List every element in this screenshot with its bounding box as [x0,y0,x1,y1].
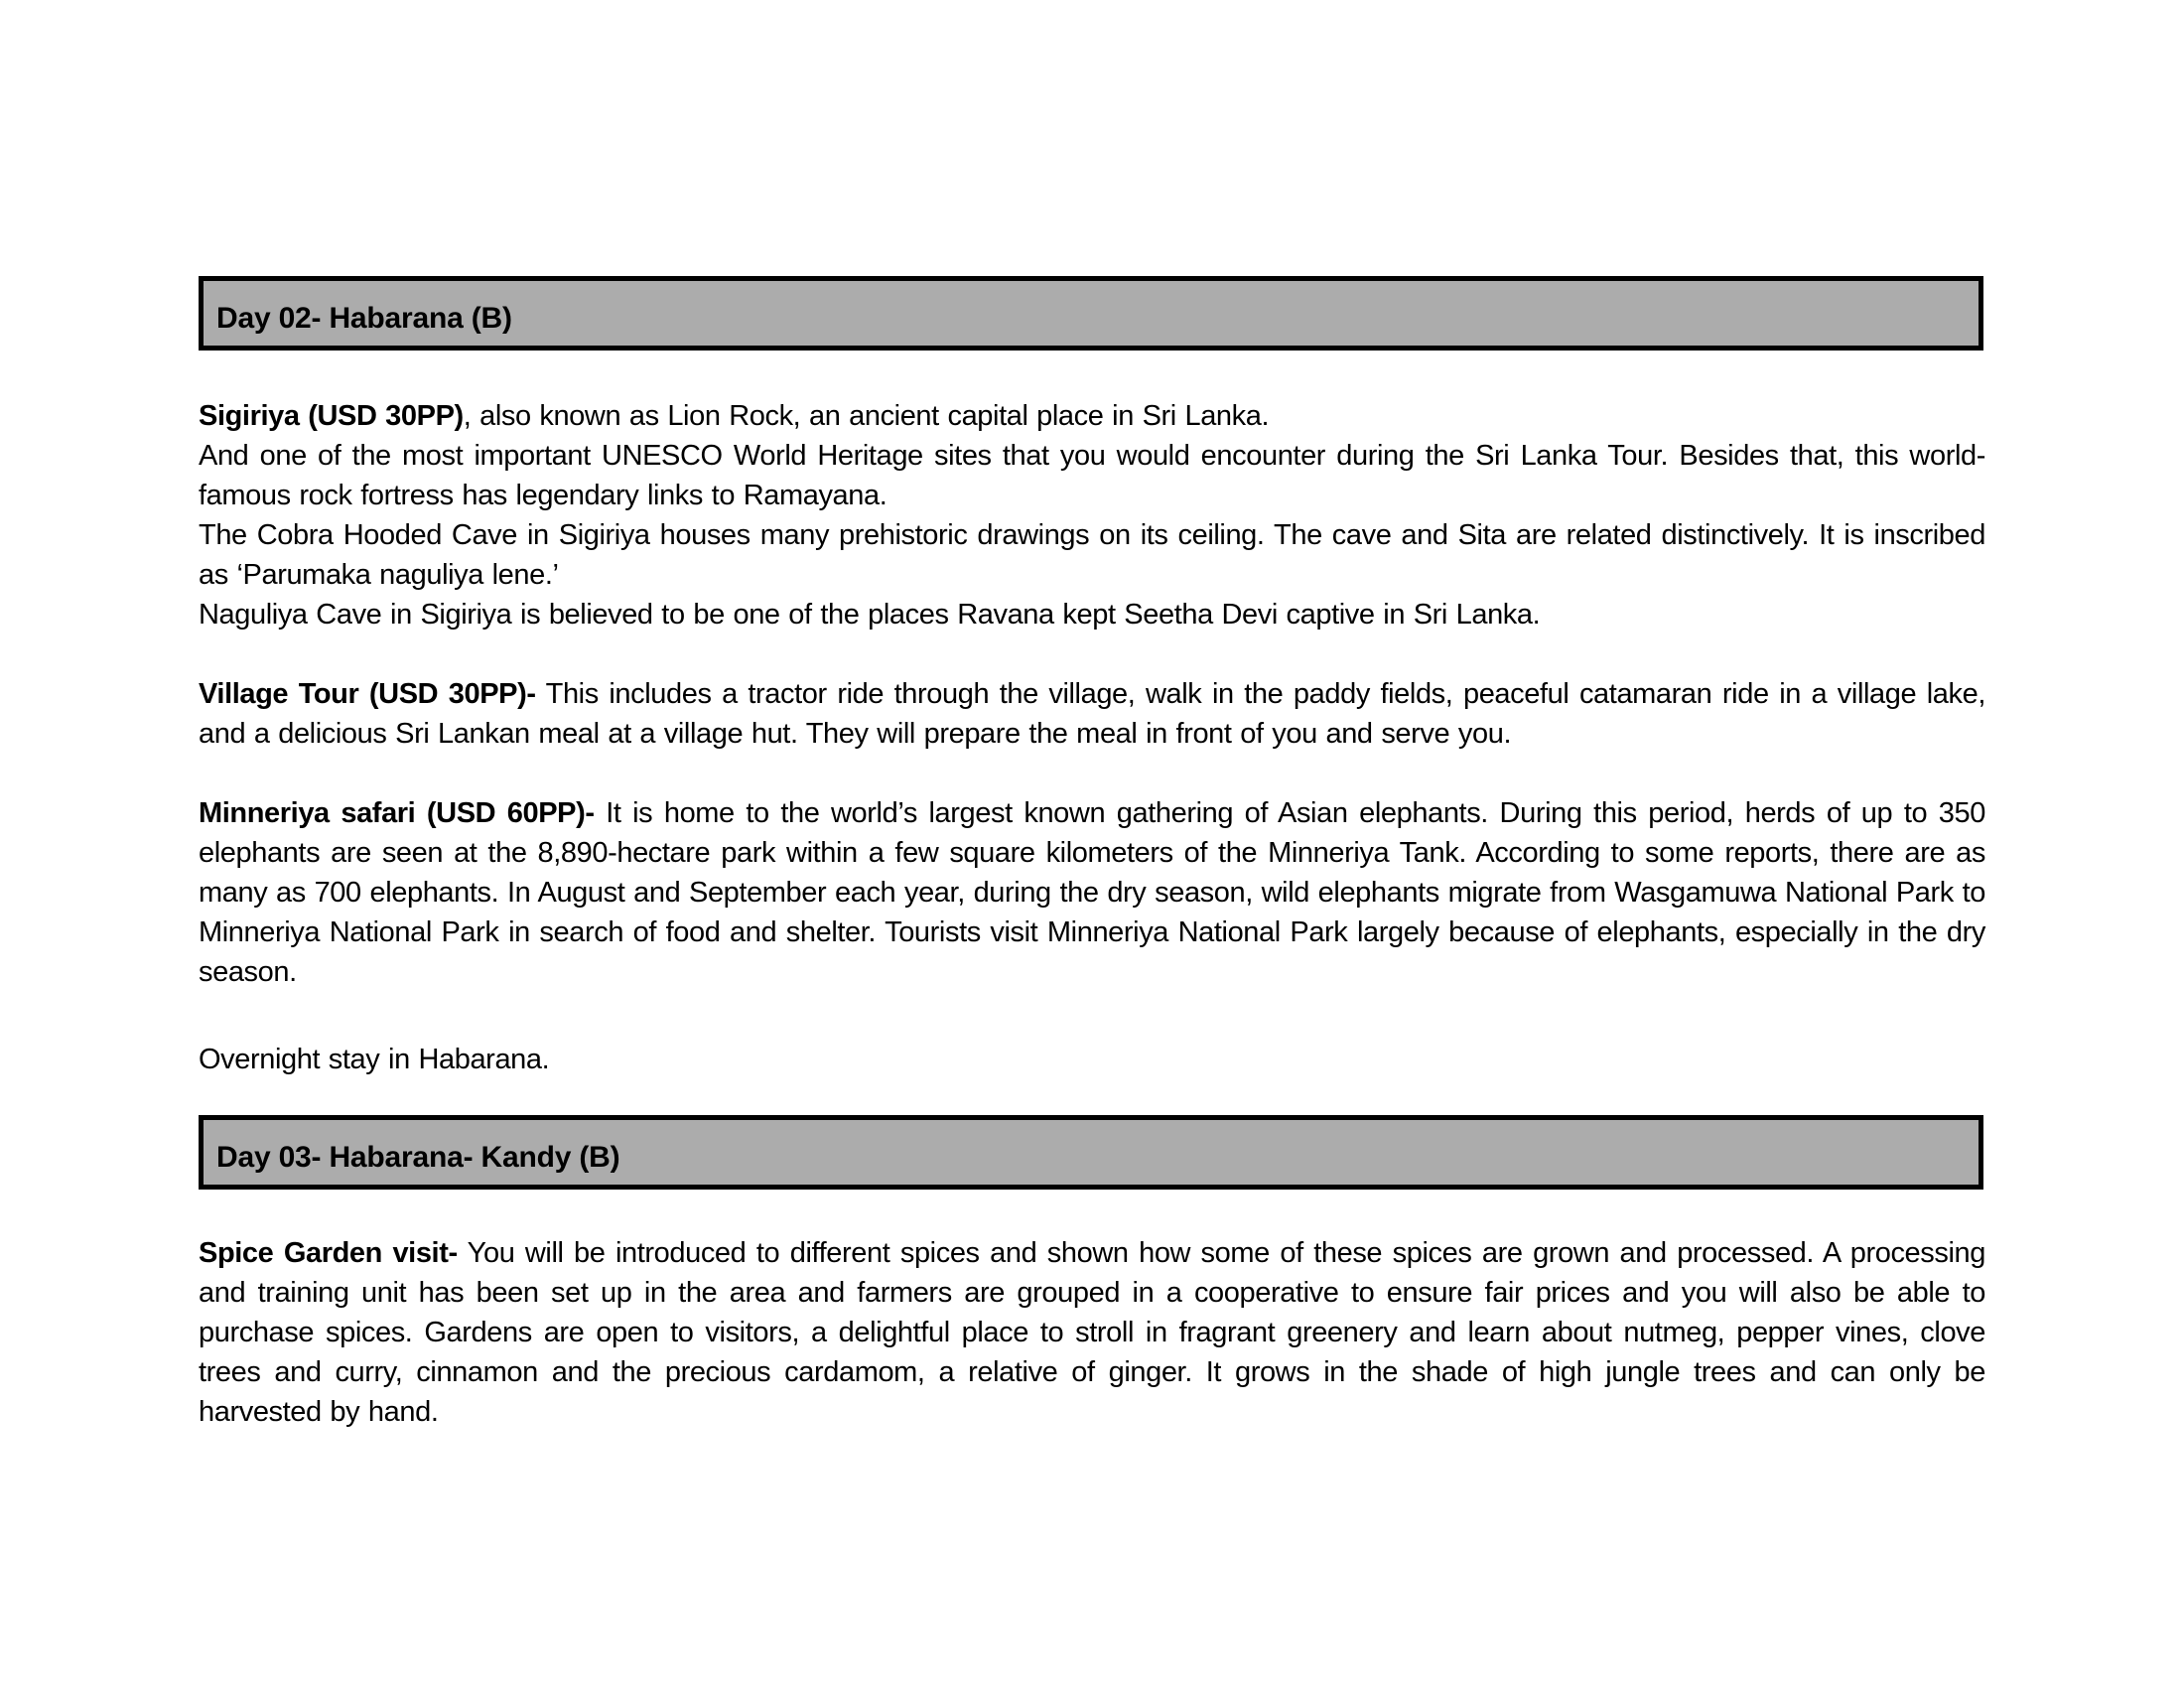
paragraph-text: Naguliya Cave in Sigiriya is believed to be one of the places Ravana kept Seetha Devi captive in Sri Lanka. [199,599,1541,631]
paragraph-text: , also known as Lion Rock, an ancient capital place in Sri Lanka. [463,400,1270,432]
paragraph-text: This includes a tractor ride through the village, walk in the paddy fields, peaceful catamaran ride in a village lake, and a delicious Sri Lankan meal at a village hut. They will prepare the meal in front of you and serve you. [199,678,1986,750]
paragraph-block-village-tour [199,674,1985,754]
section-header-day-02-label: Day 02- Habarana (B) [216,301,512,335]
section-header-day-02 [199,276,1983,351]
section-header-day-03-label: Day 03- Habarana- Kandy (B) [216,1140,620,1174]
paragraph-text: The Cobra Hooded Cave in Sigiriya houses many prehistoric drawings on its ceiling. The cave and Sita are related distinctively. It is inscribed as ‘Parumaka naguliya lene.’ [199,519,1985,591]
paragraph [199,396,1985,436]
paragraph [199,793,1985,992]
paragraph-block-sigiriya [199,396,1985,634]
paragraph-text: It is home to the world’s largest known gathering of Asian elephants. During this period, herds of up to 350 elephants are seen at the 8,890-hectare park within a few square kilometers of the Minneriya Tank. According to some reports, there are as many as 700 elephants. In August and September each year, during the dry season, wild elephants migrate from Wasgamuwa National Park to Minneriya National Park in search of food and shelter. Tourists visit Minneriya National Park largely because of elephants, especially in the dry season. [199,797,1985,988]
paragraph [199,1233,1985,1432]
paragraph-block-overnight [199,1040,1985,1079]
document-content [199,0,1985,1432]
paragraph [199,515,1985,595]
paragraph [199,436,1985,515]
paragraph-lead: Village Tour (USD 30PP)- [199,678,536,710]
paragraph-lead: Spice Garden visit- [199,1237,458,1269]
paragraph-text: And one of the most important UNESCO World Heritage sites that you would encounter during the Sri Lanka Tour. Besides that, this world-famous rock fortress has legendary links to Ramayana. [199,440,1985,511]
paragraph [199,595,1985,634]
paragraph-block-minneriya-safari [199,793,1985,992]
paragraph [199,1040,1985,1079]
paragraph [199,674,1985,754]
paragraph-block-spice-garden [199,1233,1985,1432]
paragraph-text: Overnight stay in Habarana. [199,1044,550,1075]
paragraph-lead: Minneriya safari (USD 60PP)- [199,797,595,829]
paragraph-lead: Sigiriya (USD 30PP) [199,400,464,432]
paragraph-text: You will be introduced to different spices and shown how some of these spices are grown and processed. A processing and training unit has been set up in the area and farmers are grouped in a cooperative to ensure fair prices and you will also be able to purchase spices. Gardens are open to visitors, a delightful place to stroll in fragrant greenery and learn about nutmeg, pepper vines, clove trees and curry, cinnamon and the precious cardamom, a relative of ginger. It grows in the shade of high jungle trees and can only be harvested by hand. [199,1237,1985,1428]
section-header-day-03 [199,1115,1983,1190]
